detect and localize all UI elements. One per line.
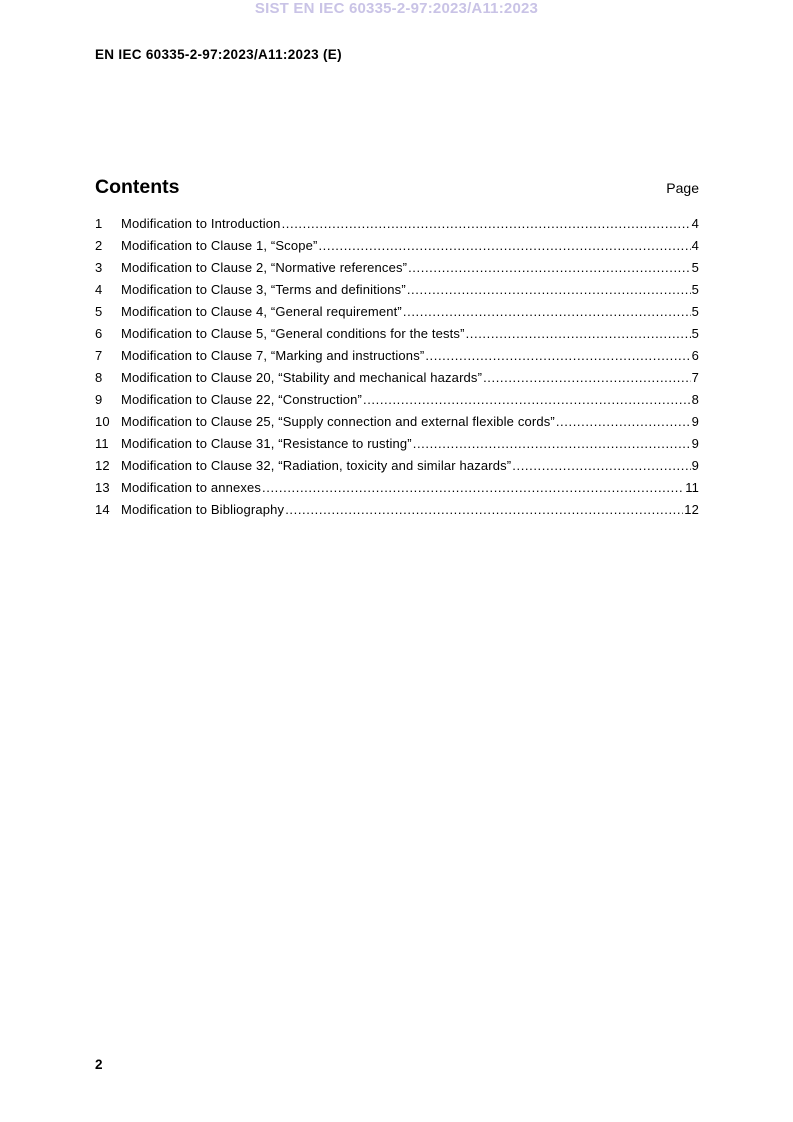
toc-entry-page: 6	[691, 348, 699, 363]
toc-dot-leader	[285, 502, 683, 517]
toc-entry[interactable]	[95, 480, 699, 502]
toc-entry-page: 7	[691, 370, 699, 385]
toc-dot-leader	[318, 238, 690, 253]
toc-entry[interactable]	[95, 436, 699, 458]
toc-entry-number: 6	[95, 326, 103, 341]
toc-dot-leader	[363, 392, 691, 407]
toc-entry[interactable]	[95, 414, 699, 436]
toc-entry-number: 7	[95, 348, 103, 363]
toc-entry-title: Modification to Bibliography	[121, 502, 285, 517]
toc-entry[interactable]	[95, 458, 699, 480]
toc-entry-title: Modification to Clause 31, “Resistance to rusting”	[121, 436, 412, 451]
toc-entry[interactable]	[95, 502, 699, 524]
toc-entry[interactable]	[95, 304, 699, 326]
toc-entry-title: Modification to Clause 25, “Supply connection and external flexible cords”	[121, 414, 555, 429]
toc-entry-title: Modification to Clause 20, “Stability and mechanical hazards”	[121, 370, 483, 385]
toc-entry[interactable]	[95, 260, 699, 282]
toc-entry-number: 12	[95, 458, 110, 473]
toc-dot-leader	[425, 348, 690, 363]
toc-entry-title: Modification to Clause 32, “Radiation, toxicity and similar hazards”	[121, 458, 512, 473]
toc-entry-page: 11	[685, 480, 699, 495]
toc-entry-number: 10	[95, 414, 110, 429]
toc-entry-title: Modification to Introduction	[121, 216, 281, 231]
toc-entry-page: 12	[684, 502, 699, 517]
toc-entry-title: Modification to Clause 3, “Terms and definitions”	[121, 282, 406, 297]
toc-entry-title: Modification to annexes	[121, 480, 262, 495]
toc-entry-page: 4	[691, 216, 699, 231]
toc-entry-page: 9	[691, 436, 699, 451]
toc-dot-leader	[407, 282, 691, 297]
toc-title: Contents	[95, 176, 180, 198]
toc-entry-number: 1	[95, 216, 103, 231]
toc-entry-title: Modification to Clause 2, “Normative references”	[121, 260, 408, 275]
toc-dot-leader	[483, 370, 691, 385]
toc-entry-title: Modification to Clause 5, “General conditions for the tests”	[121, 326, 465, 341]
toc-dot-leader	[282, 216, 691, 231]
toc-entry-page: 8	[691, 392, 699, 407]
toc-entry[interactable]	[95, 216, 699, 238]
toc-entry-number: 4	[95, 282, 103, 297]
toc-entry-title: Modification to Clause 22, “Construction”	[121, 392, 362, 407]
toc-entry[interactable]	[95, 238, 699, 260]
toc-entry-number: 2	[95, 238, 103, 253]
toc-entry-number: 3	[95, 260, 103, 275]
toc-dot-leader	[408, 260, 691, 275]
toc-entry-number: 14	[95, 502, 110, 517]
toc-page-label: Page	[666, 180, 699, 196]
toc-entry-number: 5	[95, 304, 103, 319]
toc-entry-title: Modification to Clause 4, “General requirement”	[121, 304, 402, 319]
toc-entry-page: 4	[691, 238, 699, 253]
toc-dot-leader	[413, 436, 691, 451]
toc-entry-page: 5	[691, 326, 699, 341]
toc-dot-leader	[512, 458, 690, 473]
toc-entry[interactable]	[95, 326, 699, 348]
toc-entry-page: 5	[691, 282, 699, 297]
toc-dot-leader	[556, 414, 691, 429]
document-identifier: EN IEC 60335-2-97:2023/A11:2023 (E)	[95, 47, 342, 62]
toc-entry-number: 11	[95, 436, 109, 451]
toc-entry-page: 5	[691, 260, 699, 275]
toc-entry[interactable]	[95, 392, 699, 414]
toc-dot-leader	[262, 480, 684, 495]
toc-entry[interactable]	[95, 348, 699, 370]
toc-entry-title: Modification to Clause 7, “Marking and instructions”	[121, 348, 425, 363]
page-number: 2	[95, 1057, 103, 1072]
toc-heading	[95, 176, 699, 200]
toc-entry-number: 13	[95, 480, 110, 495]
toc-entry-page: 9	[691, 458, 699, 473]
toc-dot-leader	[403, 304, 691, 319]
toc-entry-title: Modification to Clause 1, “Scope”	[121, 238, 318, 253]
toc-entry-page: 5	[691, 304, 699, 319]
toc-dot-leader	[466, 326, 691, 341]
toc-list	[95, 216, 699, 524]
toc-entry-number: 9	[95, 392, 103, 407]
toc-entry[interactable]	[95, 370, 699, 392]
toc-entry-number: 8	[95, 370, 103, 385]
toc-entry-page: 9	[691, 414, 699, 429]
watermark: SIST EN IEC 60335-2-97:2023/A11:2023	[254, 0, 539, 17]
toc-entry[interactable]	[95, 282, 699, 304]
